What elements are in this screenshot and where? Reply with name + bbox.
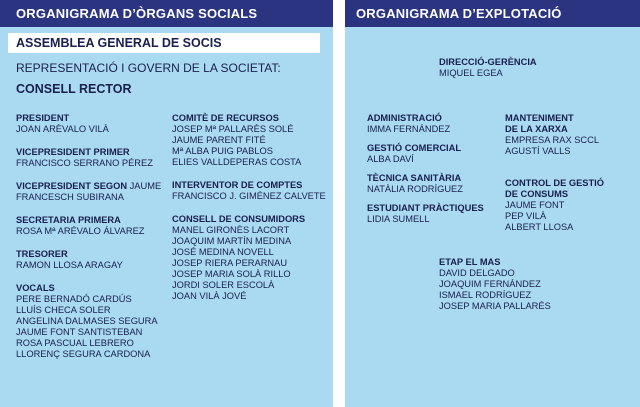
assembly-box: ASSEMBLEA GENERAL DE SOCIS bbox=[8, 33, 320, 53]
role-group bbox=[505, 113, 635, 157]
member-name: JAUME FONT bbox=[505, 200, 565, 210]
direction-block bbox=[439, 57, 537, 79]
role-group bbox=[439, 57, 537, 79]
representation-line: REPRESENTACIÓ I GOVERN DE LA SOCIETAT: bbox=[16, 61, 281, 75]
member-name: JOSEP MARIA PALLARÉS bbox=[439, 301, 551, 311]
member-name: JAUME bbox=[127, 181, 162, 191]
member-name: AGUSTÍ VALLS bbox=[505, 146, 571, 156]
role-title: ESTUDIANT PRÀCTIQUES bbox=[367, 203, 484, 213]
operations-header: ORGANIGRAMA D’EXPLOTACIÓ bbox=[345, 0, 640, 27]
role-title: ETAP EL MAS bbox=[439, 257, 501, 267]
member-name: LIDIA SUMELL bbox=[367, 214, 430, 224]
member-name: EMPRESA RAX SCCL bbox=[505, 135, 600, 145]
member-name: ROSA PASCUAL LEBRERO bbox=[16, 338, 134, 348]
role-title: DE LA XARXA bbox=[505, 124, 568, 134]
member-name: JAUME FONT SANTISTEBAN bbox=[16, 327, 143, 337]
member-name: ALBERT LLOSA bbox=[505, 222, 574, 232]
operations-column-1 bbox=[367, 113, 497, 233]
etap-block bbox=[439, 257, 551, 312]
social-bodies-header: ORGANIGRAMA D’ÒRGANS SOCIALS bbox=[0, 0, 333, 27]
member-name: PEP VILÀ bbox=[505, 211, 547, 221]
role-title: TÈCNICA SANITÀRIA bbox=[367, 173, 462, 183]
member-name: RAMON LLOSA ARAGAY bbox=[16, 260, 123, 270]
member-name: MANEL GIRONÈS LACORT bbox=[172, 225, 290, 235]
role-title: GESTIÓ COMERCIAL bbox=[367, 143, 462, 153]
role-group bbox=[172, 214, 332, 302]
role-title: CONSELL DE CONSUMIDORS bbox=[172, 214, 306, 224]
role-title: DIRECCIÓ-GERÈNCIA bbox=[439, 57, 537, 67]
role-title: MANTENIMENT bbox=[505, 113, 574, 123]
member-name: FRANCISCO J. GIMÉNEZ CALVETE bbox=[172, 191, 326, 201]
member-name: JOSÉ MEDINA NOVELL bbox=[172, 247, 274, 257]
role-title: INTERVENTOR DE COMPTES bbox=[172, 180, 303, 190]
member-name: ANGELINA DALMASES SEGURA bbox=[16, 316, 158, 326]
role-group bbox=[367, 113, 497, 135]
member-name: MIQUEL EGEA bbox=[439, 68, 503, 78]
member-name: JORDI SOLER ESCOLÀ bbox=[172, 280, 275, 290]
role-group bbox=[367, 173, 497, 195]
role-group bbox=[16, 215, 166, 237]
operations-column-2 bbox=[505, 113, 635, 254]
member-name: ISMAEL RODRÍGUEZ bbox=[439, 290, 532, 300]
role-group bbox=[367, 203, 497, 225]
role-group bbox=[172, 180, 332, 202]
role-title: TRESORER bbox=[16, 249, 68, 259]
member-name: ROSA Mª ARÉVALO ÁLVAREZ bbox=[16, 226, 145, 236]
member-name: Mª ALBA PUIG PABLOS bbox=[172, 146, 273, 156]
role-group bbox=[16, 283, 166, 360]
role-group bbox=[16, 147, 166, 169]
role-title: COMITÈ DE RECURSOS bbox=[172, 113, 279, 123]
role-title: SECRETARIA PRIMERA bbox=[16, 215, 121, 225]
role-group bbox=[439, 257, 551, 312]
member-name: PERE BERNADÓ CARDÚS bbox=[16, 294, 132, 304]
member-name: IMMA FERNÁNDEZ bbox=[367, 124, 451, 134]
role-title: VICEPRESIDENT SEGON JAUME bbox=[16, 181, 162, 191]
role-title: VOCALS bbox=[16, 283, 55, 293]
role-group bbox=[505, 178, 635, 233]
role-title: DE CONSUMS bbox=[505, 189, 569, 199]
role-group bbox=[172, 113, 332, 168]
member-name: JOSEP MARIA SOLÀ RILLO bbox=[172, 269, 291, 279]
role-group bbox=[16, 249, 166, 271]
role-group bbox=[16, 113, 166, 135]
role-group bbox=[367, 143, 497, 165]
council-column-1 bbox=[16, 113, 166, 372]
member-name: JOSEP RIERA PERARNAU bbox=[172, 258, 288, 268]
member-name: JAUME PARENT FITÉ bbox=[172, 135, 266, 145]
member-name: JOAN VILÀ JOVÉ bbox=[172, 291, 247, 301]
role-title: ADMINISTRACIÓ bbox=[367, 113, 442, 123]
member-name: ELIES VALLDEPERAS COSTA bbox=[172, 157, 302, 167]
member-name: LLUÍS CHECA SOLER bbox=[16, 305, 111, 315]
council-column-2 bbox=[172, 113, 332, 314]
member-name: FRANCESCH SUBIRANA bbox=[16, 192, 124, 202]
member-name: JOAN ARÈVALO VILÀ bbox=[16, 124, 109, 134]
member-name: JOAQUIM MARTÍN MEDINA bbox=[172, 236, 292, 246]
member-name: FRANCISCO SERRANO PÉREZ bbox=[16, 158, 153, 168]
council-title: CONSELL RECTOR bbox=[16, 82, 132, 96]
member-name: NATÀLIA RODRÍGUEZ bbox=[367, 184, 463, 194]
member-name: ALBA DAVÍ bbox=[367, 154, 414, 164]
member-name: DAVID DELGADO bbox=[439, 268, 515, 278]
member-name: LLORENÇ SEGURA CARDONA bbox=[16, 349, 151, 359]
role-title: PRESIDENT bbox=[16, 113, 70, 123]
member-name: JOSEP Mª PALLARÈS SOLÉ bbox=[172, 124, 294, 134]
member-name: JOAQUIM FERNÁNDEZ bbox=[439, 279, 541, 289]
role-title: CONTROL DE GESTIÓ bbox=[505, 178, 605, 188]
role-group bbox=[16, 181, 166, 203]
role-title: VICEPRESIDENT PRIMER bbox=[16, 147, 130, 157]
